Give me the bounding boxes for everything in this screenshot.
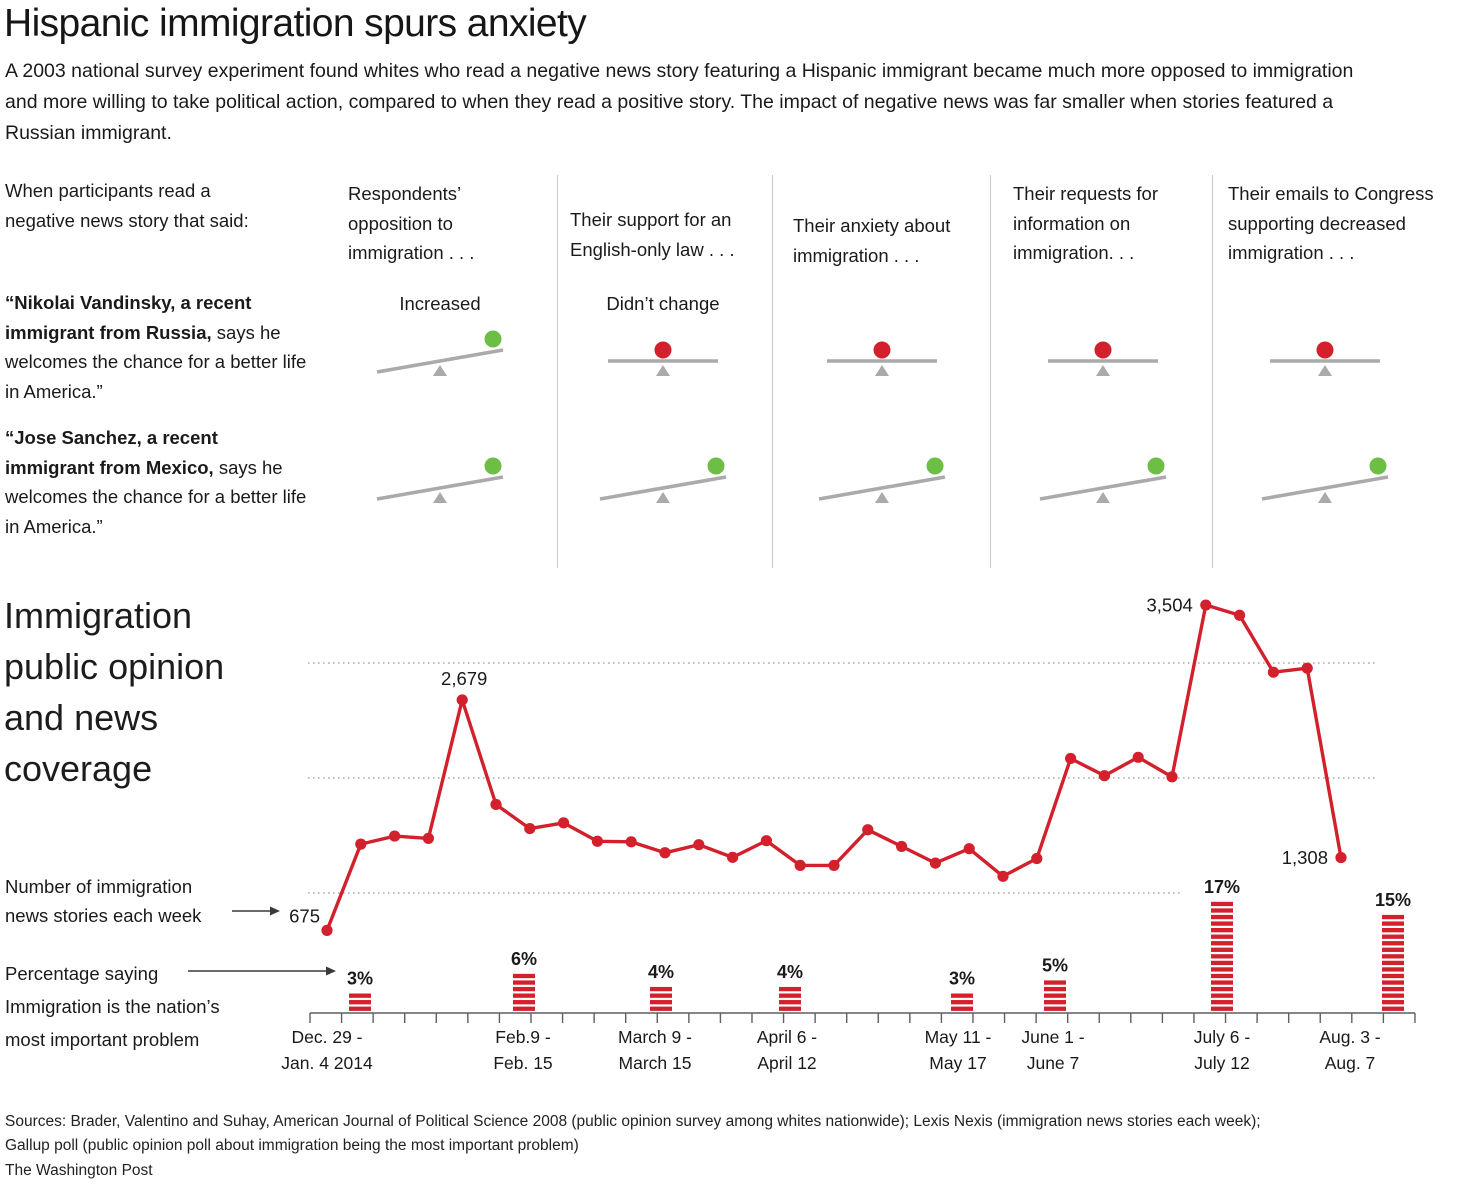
data-point bbox=[626, 836, 637, 847]
percent-bar-stripe bbox=[1211, 954, 1233, 958]
data-point bbox=[693, 839, 704, 850]
percent-bar-stripe bbox=[1382, 948, 1404, 952]
seesaw-increased-icon bbox=[1250, 446, 1400, 510]
x-tick-label: July 6 - bbox=[1193, 1027, 1251, 1047]
quote-rest: says he welcomes the chance for a better life in America.” bbox=[5, 456, 307, 537]
seesaw-cell bbox=[360, 419, 520, 515]
percent-bar-stripe bbox=[1382, 1007, 1404, 1011]
seesaw-cell bbox=[802, 419, 962, 515]
percent-bar-label: 5% bbox=[1041, 955, 1069, 976]
percent-bar-stripe bbox=[951, 994, 973, 998]
x-tick-label: March 15 bbox=[618, 1053, 692, 1073]
percent-bar-stripe bbox=[513, 1007, 535, 1011]
data-point bbox=[524, 823, 535, 834]
percent-bar-stripe bbox=[650, 987, 672, 991]
bar-series-annotation: Percentage saying Immigration is the nation’s most important problem bbox=[5, 963, 220, 1050]
data-point-label: 2,679 bbox=[441, 667, 488, 689]
data-point bbox=[1099, 770, 1110, 781]
data-point bbox=[659, 847, 670, 858]
percent-bar-stripe bbox=[1211, 994, 1233, 998]
seesaw-state-label bbox=[802, 292, 962, 319]
seesaw-unchanged-icon bbox=[807, 319, 957, 383]
line-series-annotation: Number of immigration news stories each week bbox=[5, 876, 202, 926]
column-header: Their anxiety about immigration . . . bbox=[793, 215, 951, 266]
x-tick-label: Jan. 4 2014 bbox=[281, 1053, 373, 1073]
wapo-credit: The Washington Post bbox=[5, 1162, 153, 1179]
line-series-path bbox=[327, 605, 1341, 930]
seesaw-state-label: Increased bbox=[399, 293, 481, 314]
seesaw-state-label bbox=[1023, 292, 1183, 319]
data-point-label: 675 bbox=[289, 905, 320, 927]
column-divider bbox=[1212, 175, 1213, 568]
percent-bar-stripe bbox=[513, 1000, 535, 1004]
column-divider bbox=[772, 175, 773, 568]
seesaw-unchanged-icon bbox=[1250, 319, 1400, 383]
chart-title: Immigration public opinion and news coverage bbox=[4, 595, 225, 789]
x-tick-label: May 17 bbox=[929, 1053, 987, 1073]
data-point bbox=[1200, 599, 1211, 610]
x-tick-label: June 1 - bbox=[1021, 1027, 1085, 1047]
data-point bbox=[1031, 853, 1042, 864]
seesaw-increased-icon bbox=[365, 319, 515, 383]
seesaw-increased-icon bbox=[1028, 446, 1178, 510]
news-stories-line-chart bbox=[0, 580, 1460, 1100]
data-point bbox=[321, 925, 332, 936]
column-header: Their emails to Congress supporting decreased immigration . . . bbox=[1228, 183, 1434, 263]
percent-bar-stripe bbox=[779, 994, 801, 998]
percent-bar-stripe bbox=[951, 1007, 973, 1011]
data-point bbox=[964, 843, 975, 854]
annotation-arrowhead bbox=[270, 907, 280, 916]
percent-bar-label: 17% bbox=[1203, 876, 1241, 897]
data-point bbox=[828, 860, 839, 871]
data-point bbox=[1335, 852, 1346, 863]
column-divider bbox=[990, 175, 991, 568]
seesaw-cell bbox=[583, 292, 743, 388]
data-point bbox=[1234, 610, 1245, 621]
seesaw-state-label bbox=[1023, 419, 1183, 446]
data-point bbox=[1133, 752, 1144, 763]
data-point bbox=[795, 860, 806, 871]
data-point bbox=[727, 852, 738, 863]
seesaw-cell bbox=[1245, 292, 1405, 388]
percent-bar-stripe bbox=[1211, 928, 1233, 932]
percent-bar-label: 4% bbox=[647, 961, 675, 982]
percent-bar-stripe bbox=[1211, 915, 1233, 919]
seesaw-unchanged-icon bbox=[588, 319, 738, 383]
data-point bbox=[490, 799, 501, 810]
data-point bbox=[1302, 663, 1313, 674]
percent-bar-stripe bbox=[1044, 987, 1066, 991]
column-header: Their requests for information on immigration. . . bbox=[1013, 183, 1158, 263]
percent-bar-stripe bbox=[1382, 954, 1404, 958]
percent-bar-stripe bbox=[1211, 961, 1233, 965]
x-tick-label: Feb.9 - bbox=[495, 1027, 551, 1047]
percent-bar-stripe bbox=[1382, 974, 1404, 978]
annotation-arrowhead bbox=[326, 967, 336, 976]
percent-bar-stripe bbox=[349, 994, 371, 998]
data-point bbox=[862, 824, 873, 835]
quote-rest: says he welcomes the chance for a better life in America.” bbox=[5, 321, 307, 402]
data-point bbox=[896, 841, 907, 852]
table-lead-in: When participants read a negative news story that said: bbox=[5, 180, 249, 231]
story-quote-russia bbox=[5, 288, 307, 406]
seesaw-state-label bbox=[1245, 419, 1405, 446]
seesaw-cell bbox=[583, 419, 743, 515]
percent-bar-stripe bbox=[1211, 1000, 1233, 1004]
page-title: Hispanic immigration spurs anxiety bbox=[4, 2, 587, 45]
percent-bar-label: 3% bbox=[346, 968, 374, 989]
seesaw-increased-icon bbox=[365, 446, 515, 510]
percent-bar-label: 3% bbox=[948, 968, 976, 989]
seesaw-unchanged-icon bbox=[1028, 319, 1178, 383]
data-point bbox=[558, 817, 569, 828]
column-divider bbox=[557, 175, 558, 568]
seesaw-state-label bbox=[802, 419, 962, 446]
percent-bar-stripe bbox=[951, 1000, 973, 1004]
percent-bar-stripe bbox=[779, 987, 801, 991]
x-tick-label: April 6 - bbox=[756, 1027, 818, 1047]
data-point bbox=[423, 833, 434, 844]
x-tick-label: Feb. 15 bbox=[493, 1053, 553, 1073]
percent-bar-label: 4% bbox=[776, 961, 804, 982]
column-header: Respondents’ opposition to immigration . . . bbox=[348, 183, 475, 263]
intro-paragraph: A 2003 national survey experiment found whites who read a negative news story featuring a Hispanic immigrant became much more opposed to immigration and more willing to take political action, compared to when they read a positive story. The impact of negative news was far smaller when stories featured a Russian immigrant. bbox=[5, 60, 1354, 144]
percent-bar-stripe bbox=[1211, 902, 1233, 906]
seesaw-state-label bbox=[583, 419, 743, 446]
percent-bar-label: 15% bbox=[1374, 889, 1412, 910]
percent-bar-stripe bbox=[1382, 928, 1404, 932]
seesaw-increased-icon bbox=[807, 446, 957, 510]
percent-bar-stripe bbox=[1211, 941, 1233, 945]
percent-bar-label: 6% bbox=[510, 948, 538, 969]
percent-bar-stripe bbox=[1382, 961, 1404, 965]
x-tick-label: Aug. 3 - bbox=[1319, 1027, 1381, 1047]
percent-bar-stripe bbox=[1044, 994, 1066, 998]
data-point bbox=[355, 839, 366, 850]
percent-bar-stripe bbox=[1382, 941, 1404, 945]
percent-bar-stripe bbox=[1211, 948, 1233, 952]
seesaw-state-label bbox=[1245, 292, 1405, 319]
percent-bar-stripe bbox=[779, 1007, 801, 1011]
seesaw-cell bbox=[1023, 292, 1183, 388]
percent-bar-stripe bbox=[1382, 987, 1404, 991]
percent-bar-stripe bbox=[1382, 1000, 1404, 1004]
percent-bar-stripe bbox=[1382, 921, 1404, 925]
x-tick-label: July 12 bbox=[1194, 1053, 1250, 1073]
percent-bar-stripe bbox=[779, 1000, 801, 1004]
x-tick-label: May 11 - bbox=[924, 1027, 992, 1047]
quote-bold: “Nikolai Vandinsky, a recent immigrant from Russia, bbox=[5, 292, 252, 343]
percent-bar-stripe bbox=[1211, 980, 1233, 984]
x-tick-label: June 7 bbox=[1026, 1053, 1080, 1073]
percent-bar-stripe bbox=[1382, 935, 1404, 939]
percent-bar-stripe bbox=[650, 994, 672, 998]
percent-bar-stripe bbox=[650, 1007, 672, 1011]
percent-bar-stripe bbox=[1211, 921, 1233, 925]
percent-bar-stripe bbox=[513, 987, 535, 991]
seesaw-increased-icon bbox=[588, 446, 738, 510]
x-tick-label: Aug. 7 bbox=[1324, 1053, 1376, 1073]
percent-bar-stripe bbox=[1211, 974, 1233, 978]
data-point bbox=[997, 871, 1008, 882]
percent-bar-stripe bbox=[1382, 980, 1404, 984]
seesaw-cell bbox=[1245, 419, 1405, 515]
story-quote-mexico bbox=[5, 423, 307, 541]
percent-bar-stripe bbox=[1211, 1007, 1233, 1011]
data-point-label: 3,504 bbox=[1146, 594, 1193, 616]
percent-bar-stripe bbox=[1382, 994, 1404, 998]
percent-bar-stripe bbox=[1211, 967, 1233, 971]
data-point bbox=[592, 836, 603, 847]
x-tick-label: March 9 - bbox=[618, 1027, 692, 1047]
percent-bar-stripe bbox=[1044, 1000, 1066, 1004]
data-point-label: 1,308 bbox=[1281, 847, 1328, 869]
seesaw-cell bbox=[360, 292, 520, 388]
percent-bar-stripe bbox=[1211, 987, 1233, 991]
data-point bbox=[1065, 753, 1076, 764]
percent-bar-stripe bbox=[1044, 1007, 1066, 1011]
column-header: Their support for an English-only law . . . bbox=[570, 209, 735, 260]
sources-note: Sources: Brader, Valentino and Suhay, American Journal of Political Science 2008 (public opinion survey among whites nationwide); Lexis Nexis (immigration news stories each week); Gallup poll (public opinion poll about immigration being the most important problem) bbox=[5, 1113, 1261, 1154]
data-point bbox=[930, 858, 941, 869]
quote-bold: “Jose Sanchez, a recent immigrant from Mexico, bbox=[5, 427, 218, 478]
data-point bbox=[457, 694, 468, 705]
x-tick-label: Dec. 29 - bbox=[291, 1027, 363, 1047]
data-point bbox=[761, 835, 772, 846]
x-tick-label: April 12 bbox=[757, 1053, 817, 1073]
data-point bbox=[1268, 667, 1279, 678]
percent-bar-stripe bbox=[1382, 915, 1404, 919]
data-point bbox=[1166, 771, 1177, 782]
seesaw-cell bbox=[802, 292, 962, 388]
percent-bar-stripe bbox=[1382, 967, 1404, 971]
data-point bbox=[389, 830, 400, 841]
percent-bar-stripe bbox=[650, 1000, 672, 1004]
seesaw-state-label bbox=[360, 419, 520, 446]
percent-bar-stripe bbox=[349, 1007, 371, 1011]
percent-bar-stripe bbox=[513, 994, 535, 998]
seesaw-cell bbox=[1023, 419, 1183, 515]
percent-bar-stripe bbox=[349, 1000, 371, 1004]
percent-bar-stripe bbox=[1211, 908, 1233, 912]
percent-bar-stripe bbox=[513, 980, 535, 984]
percent-bar-stripe bbox=[513, 974, 535, 978]
percent-bar-stripe bbox=[1044, 980, 1066, 984]
percent-bar-stripe bbox=[1211, 935, 1233, 939]
seesaw-state-label: Didn’t change bbox=[606, 293, 720, 314]
